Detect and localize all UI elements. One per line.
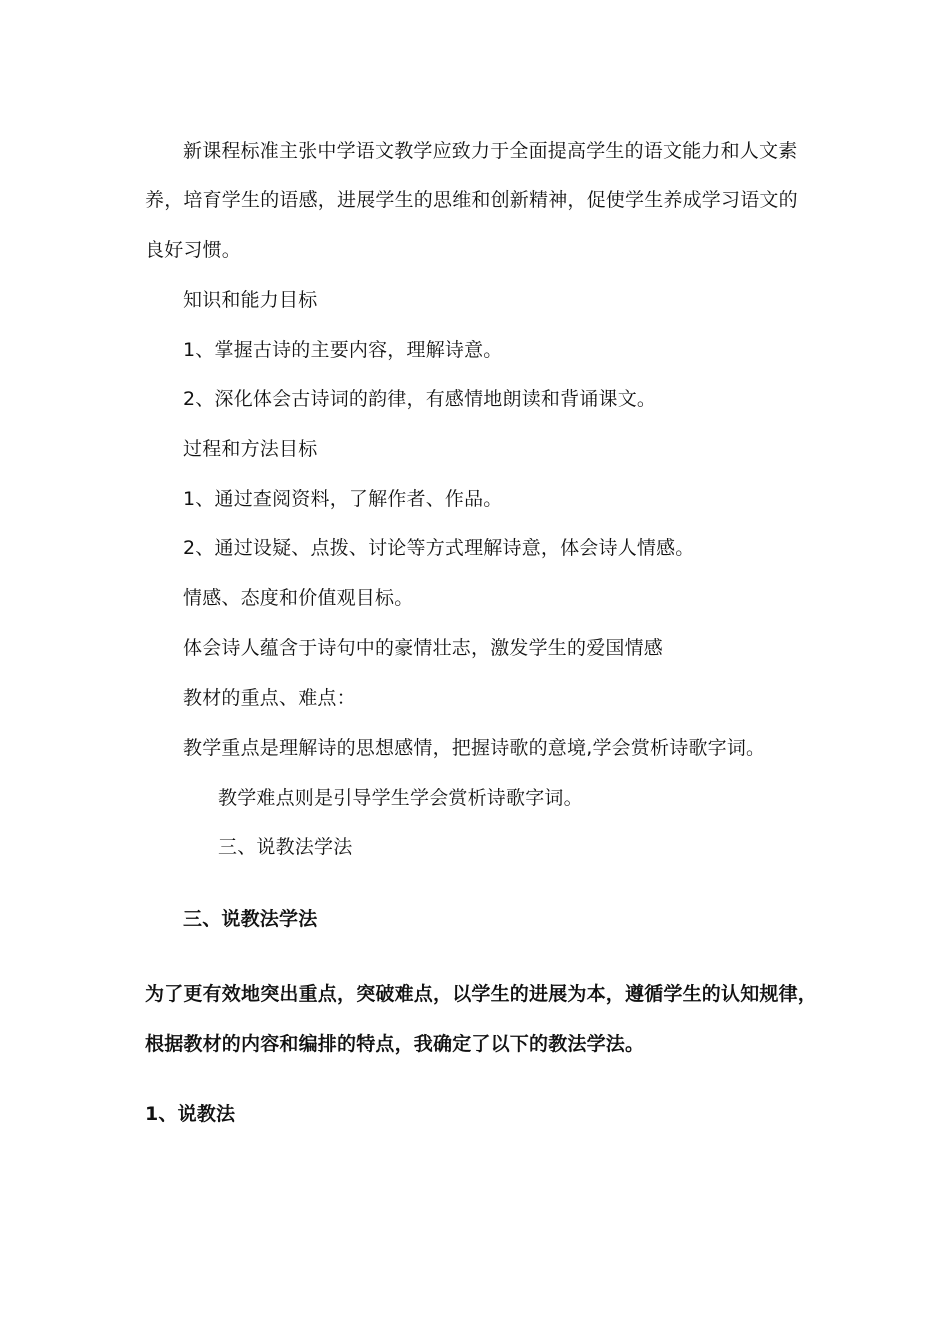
list-item: 2、深化体会古诗词的韵律，有感情地朗读和背诵课文。	[183, 388, 657, 410]
list-item: 1、掌握古诗的主要内容，理解诗意。	[183, 339, 503, 361]
paragraph-line: 教学难点则是引导学生学会赏析诗歌字词。	[218, 787, 583, 809]
bold-paragraph-line: 根据教材的内容和编排的特点，我确定了以下的教法学法。	[145, 1033, 645, 1055]
objective-heading: 知识和能力目标	[183, 289, 318, 311]
paragraph-line: 新课程标准主张中学语文教学应致力于全面提高学生的语文能力和人文素	[183, 140, 798, 162]
objective-heading: 过程和方法目标	[183, 438, 318, 460]
key-points-heading: 教材的重点、难点：	[183, 687, 356, 709]
paragraph-line: 养，培育学生的语感，进展学生的思维和创新精神，促使学生养成学习语文的	[145, 189, 798, 211]
list-item: 2、通过设疑、点拨、讨论等方式理解诗意，体会诗人情感。	[183, 537, 695, 559]
bold-paragraph-line: 为了更有效地突出重点，突破难点，以学生的进展为本，遵循学生的认知规律，	[145, 983, 818, 1005]
objective-heading: 情感、态度和价值观目标。	[183, 587, 414, 609]
paragraph-line: 体会诗人蕴含于诗句中的豪情壮志，激发学生的爱国情感	[183, 637, 664, 659]
paragraph-line: 三、说教法学法	[218, 836, 353, 858]
paragraph-line: 良好习惯。	[145, 239, 242, 261]
paragraph-line: 教学重点是理解诗的思想感情，把握诗歌的意境,学会赏析诗歌字词。	[183, 737, 766, 759]
list-item: 1、通过查阅资料，了解作者、作品。	[183, 488, 503, 510]
section-heading: 三、说教法学法	[183, 908, 318, 930]
sub-heading: 1、说教法	[145, 1103, 236, 1125]
